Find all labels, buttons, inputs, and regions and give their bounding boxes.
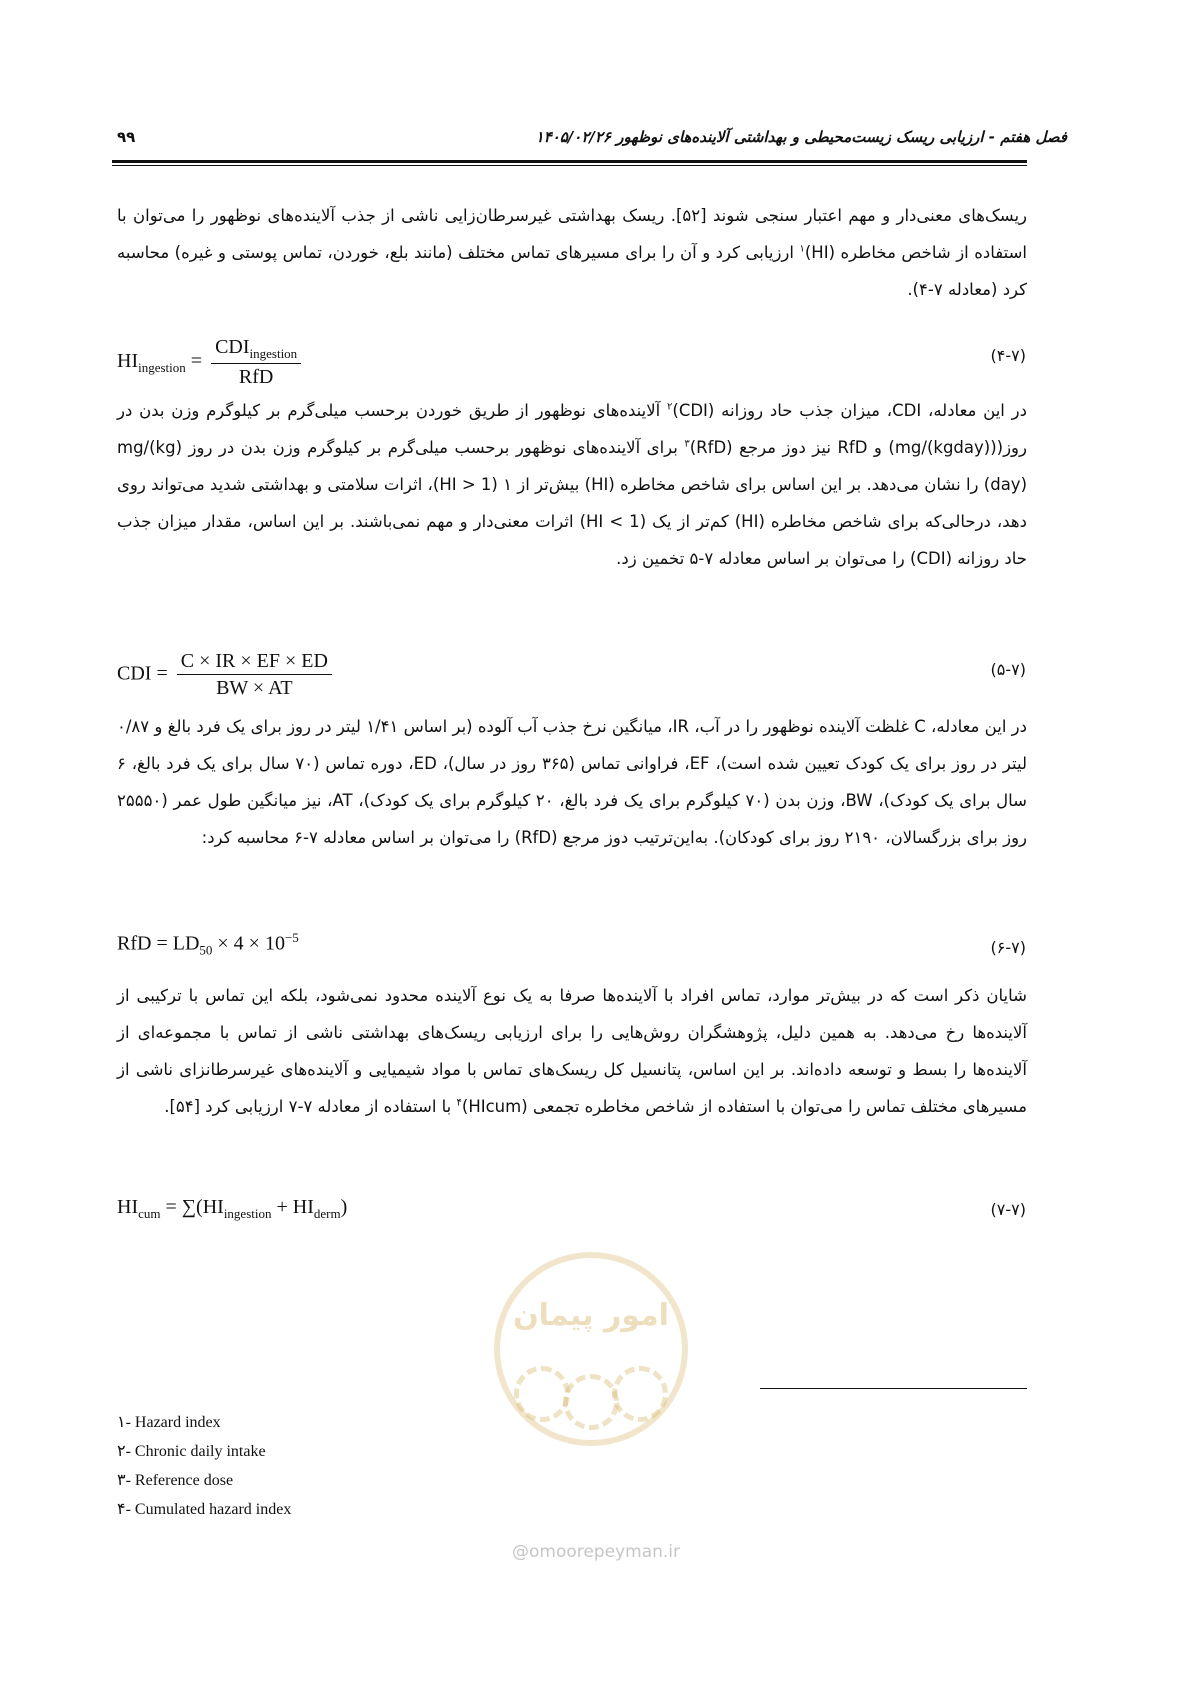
eq4-numerator: $CDI_{ingestion}$ (211, 336, 301, 364)
footnotes (117, 1408, 291, 1524)
paragraph-intro-text-a: ریسک‌های معنی‌دار و مهم اعتبار سنجی شوند [۵۲]. ریسک بهداشتی غیرسرطان‌زایی ناشی از جذب آلاینده‌های نوظهور را می‌توان با استفاده از شاخص مخاطره (HI) (117, 206, 1028, 262)
eq4-equals: = (190, 350, 203, 373)
page-number: ۹۹ (117, 128, 136, 146)
footnote-3: ۳- Reference dose (117, 1472, 234, 1489)
watermark-seal (494, 1252, 688, 1446)
gear-icon (514, 1366, 570, 1422)
eq5-numerator: C × IR × EF × ED (177, 650, 332, 675)
equation-number-7: (۷-۷) (990, 1200, 1026, 1219)
footnote-ref-2: ۲ (667, 401, 673, 413)
equation-cdi (117, 650, 332, 700)
paragraph-cdi-definition (117, 392, 1027, 577)
gear-icon (612, 1366, 668, 1422)
equation-hi-ingestion (117, 336, 301, 389)
paragraph-cumulative-text-b: با استفاده از معادله ۷-۷ ارزیابی کرد [۵۴]. (164, 1097, 457, 1116)
paragraph-cdi-text-c: برای آلاینده‌های نوظهور برحسب میلی‌گرم بر کیلوگرم وزن بدن در روز (mg/(kg day)) را نشان می‌دهد. بر این اساس برای شاخص مخاطره (HI) بیش‌تر از ۱ (HI > 1)، اثرات سلامتی و بهداشتی شدید می‌تواند روی دهد، درحالی‌که برای شاخص مخاطره (HI) کم‌تر از یک (HI < 1) اثرات معنی‌دار و مهم نمی‌باشند. بر این اساس، مقدار میزان جذب حاد روزانه (CDI) را می‌توان بر اساس معادله ۷-۵ تخمین زد. (117, 438, 1028, 568)
watermark-seal-text: امور پیمان (513, 1298, 669, 1333)
paragraph-cumulative-text-a: شایان ذکر است که در بیش‌تر موارد، تماس افراد با آلاینده‌ها صرفا به یک نوع آلاینده محدود نمی‌شود، بلکه این تماس با ترکیبی از آلاینده‌ها رخ می‌دهد. به همین دلیل، پژوهشگران روش‌هایی را برای ارزیابی ریسک‌های بهداشتی ناشی از تماس با مجموعه‌ای از آلاینده‌ها را بسط و توسعه داده‌اند. بر این اساس، پتانسیل کل ریسک‌های تماس با مواد شیمیایی و آلاینده‌های غیرسرطانزای ناشی از مسیرهای مختلف تماس را می‌توان با استفاده از شاخص مخاطره تجمعی (HIcum) (117, 986, 1027, 1116)
paragraph-variables-text: در این معادله، C غلظت آلاینده نوظهور را در آب، IR، میانگین نرخ جذب آب آلوده (بر اساس ۱/۴۱ لیتر در روز برای یک فرد بالغ و ۰/۸۷ لیتر در روز برای یک کودک تعیین شده است)، EF، فراوانی تماس (۳۶۵ روز در سال)، ED، دوره تماس (۷۰ سال برای یک فرد بالغ، ۶ سال برای یک کودک)، BW، وزن بدن (۷۰ کیلوگرم برای یک فرد بالغ، ۲۰ کیلوگرم برای یک کودک)، AT، نیز میانگین طول عمر (۲۵۵۵۰ روز برای بزرگسالان، ۲۱۹۰ روز برای کودکان). به‌این‌ترتیب دوز مرجع (RfD) را می‌توان بر اساس معادله ۷-۶ محاسبه کرد: (117, 717, 1027, 847)
paragraph-cdi-text-b: آلاینده‌های نوظهور از طریق خوردن برحسب میلی‌گرم بر کیلوگرم وزن بدن در روز((mg/(kgday)) و RfD نیز دوز مرجع (RfD) (117, 401, 1027, 457)
eq4-denominator: RfD (238, 366, 274, 388)
paragraph-cumulative (117, 977, 1027, 1125)
footnote-2: ۲- Chronic daily intake (117, 1443, 266, 1460)
eq5-equals: = (156, 662, 168, 685)
eq4-fraction (211, 336, 301, 389)
eq5-fraction (177, 650, 332, 700)
running-header-title: فصل هفتم - ارزیابی ریسک زیست‌محیطی و بهداشتی آلاینده‌های نوظهور ۱۴۰۵/۰۲/۲۶ (535, 128, 1067, 146)
gear-icon (563, 1374, 619, 1430)
header-rule-thin (112, 165, 1027, 166)
eq4-lhs: $HI_{ingestion}$ (117, 350, 186, 376)
paragraph-intro-text-b: ارزیابی کرد و آن را برای مسیرهای تماس مختلف (مانند بلع، خوردن، تماس پوستی و غیره) محاسبه کرد (معادله ۷-۴). (117, 243, 1027, 299)
footnote-4: ۴- Cumulated hazard index (117, 1501, 292, 1518)
eq5-denominator: BW × AT (216, 677, 293, 699)
equation-hi-cum: $HI_{cum} = \sum(HI_{ingestion} + HI_{derm})$ (117, 1196, 348, 1221)
paragraph-cdi-text-a: در این معادله، CDI، میزان جذب حاد روزانه (CDI) (672, 401, 1027, 420)
footnote-separator (760, 1388, 1027, 1389)
eq5-lhs: CDI (117, 662, 152, 685)
footnote-ref-1: ۱ (799, 243, 805, 255)
watermark-site: @omoorepeyman.ir (511, 1542, 681, 1562)
equation-number-6: (۶-۷) (990, 938, 1026, 957)
footnote-ref-3: ۳ (684, 438, 690, 450)
footnote-1: ۱- Hazard index (117, 1414, 221, 1431)
footnote-ref-4: ۴ (456, 1097, 462, 1109)
equation-rfd: RfD = $LD_{50} \times 4 \times 10^{-5}$ (117, 930, 299, 958)
header-rule-thick (112, 160, 1027, 163)
equation-number-5: (۵-۷) (990, 660, 1026, 679)
paragraph-variables (117, 708, 1027, 856)
equation-number-4: (۴-۷) (990, 346, 1026, 365)
paragraph-intro (117, 197, 1027, 308)
